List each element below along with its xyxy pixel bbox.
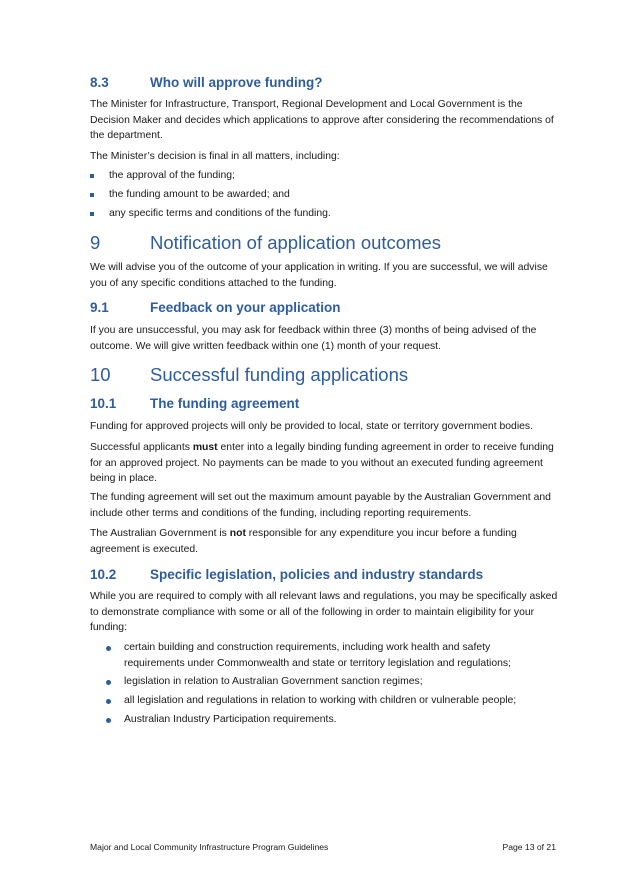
bullet-marker bbox=[90, 193, 94, 197]
bullet-marker bbox=[106, 680, 111, 685]
footer-title: Major and Local Community Infrastructure Program Guidelines bbox=[90, 842, 329, 852]
paragraph: The Australian Government is not responsible for any expenditure you incur before a funding agreement is executed. bbox=[90, 528, 517, 555]
list-item: Australian Industry Participation requirements. bbox=[124, 714, 337, 725]
paragraph: The funding agreement will set out the maximum amount payable by the Australian Government and include other terms and conditions of the funding, including reporting requirements. bbox=[90, 492, 551, 519]
list-item-continuation: requirements under Commonwealth and state or territory legislation and regulations; bbox=[124, 658, 511, 669]
list-item: any specific terms and conditions of the funding. bbox=[109, 208, 331, 219]
section-heading-9: 9 Notification of application outcomes bbox=[90, 232, 442, 253]
list-item: the approval of the funding; bbox=[109, 170, 235, 181]
paragraph: Funding for approved projects will only be provided to local, state or territory government bodies. bbox=[90, 421, 533, 432]
bullet-marker bbox=[90, 174, 94, 178]
paragraph: While you are required to comply with all relevant laws and regulations, you may be specifically asked to demonstrate compliance with some or all of the following in order to maintain eligibility for your funding: bbox=[90, 591, 558, 633]
list-item: the funding amount to be awarded; and bbox=[109, 189, 290, 200]
bullet-marker bbox=[106, 718, 111, 723]
section-heading-10-2: 10.2 Specific legislation, policies and industry standards bbox=[90, 567, 484, 582]
list-item: all legislation and regulations in relation to working with children or vulnerable people; bbox=[124, 695, 517, 706]
list-item: legislation in relation to Australian Government sanction regimes; bbox=[124, 676, 423, 687]
paragraph: We will advise you of the outcome of your application in writing. If you are successful, we will advise you of any specific conditions attached to the funding. bbox=[90, 262, 548, 289]
bullet-marker bbox=[90, 212, 94, 216]
list-item: certain building and construction requirements, including work health and safety bbox=[124, 642, 491, 653]
paragraph: Successful applicants must enter into a legally binding funding agreement in order to receive funding for an approved project. No payments can be made to you without an executed funding agreement being in place. bbox=[90, 442, 554, 484]
paragraph: The Minister for Infrastructure, Transport, Regional Development and Local Government is the Decision Maker and decides which applications to approve after considering the recommendations of the department. bbox=[90, 99, 554, 141]
bullet-marker bbox=[106, 699, 111, 704]
section-heading-10: 10 Successful funding applications bbox=[90, 364, 409, 385]
page-number: Page 13 of 21 bbox=[502, 842, 556, 852]
section-heading-8-3: 8.3 Who will approve funding? bbox=[90, 75, 323, 90]
section-heading-9-1: 9.1 Feedback on your application bbox=[90, 300, 341, 315]
bullet-marker bbox=[106, 646, 111, 651]
paragraph: The Minister’s decision is final in all matters, including: bbox=[90, 151, 340, 162]
paragraph: If you are unsuccessful, you may ask for feedback within three (3) months of being advised of the outcome. We will give written feedback within one (1) month of your request. bbox=[90, 325, 537, 352]
section-heading-10-1: 10.1 The funding agreement bbox=[90, 396, 300, 411]
